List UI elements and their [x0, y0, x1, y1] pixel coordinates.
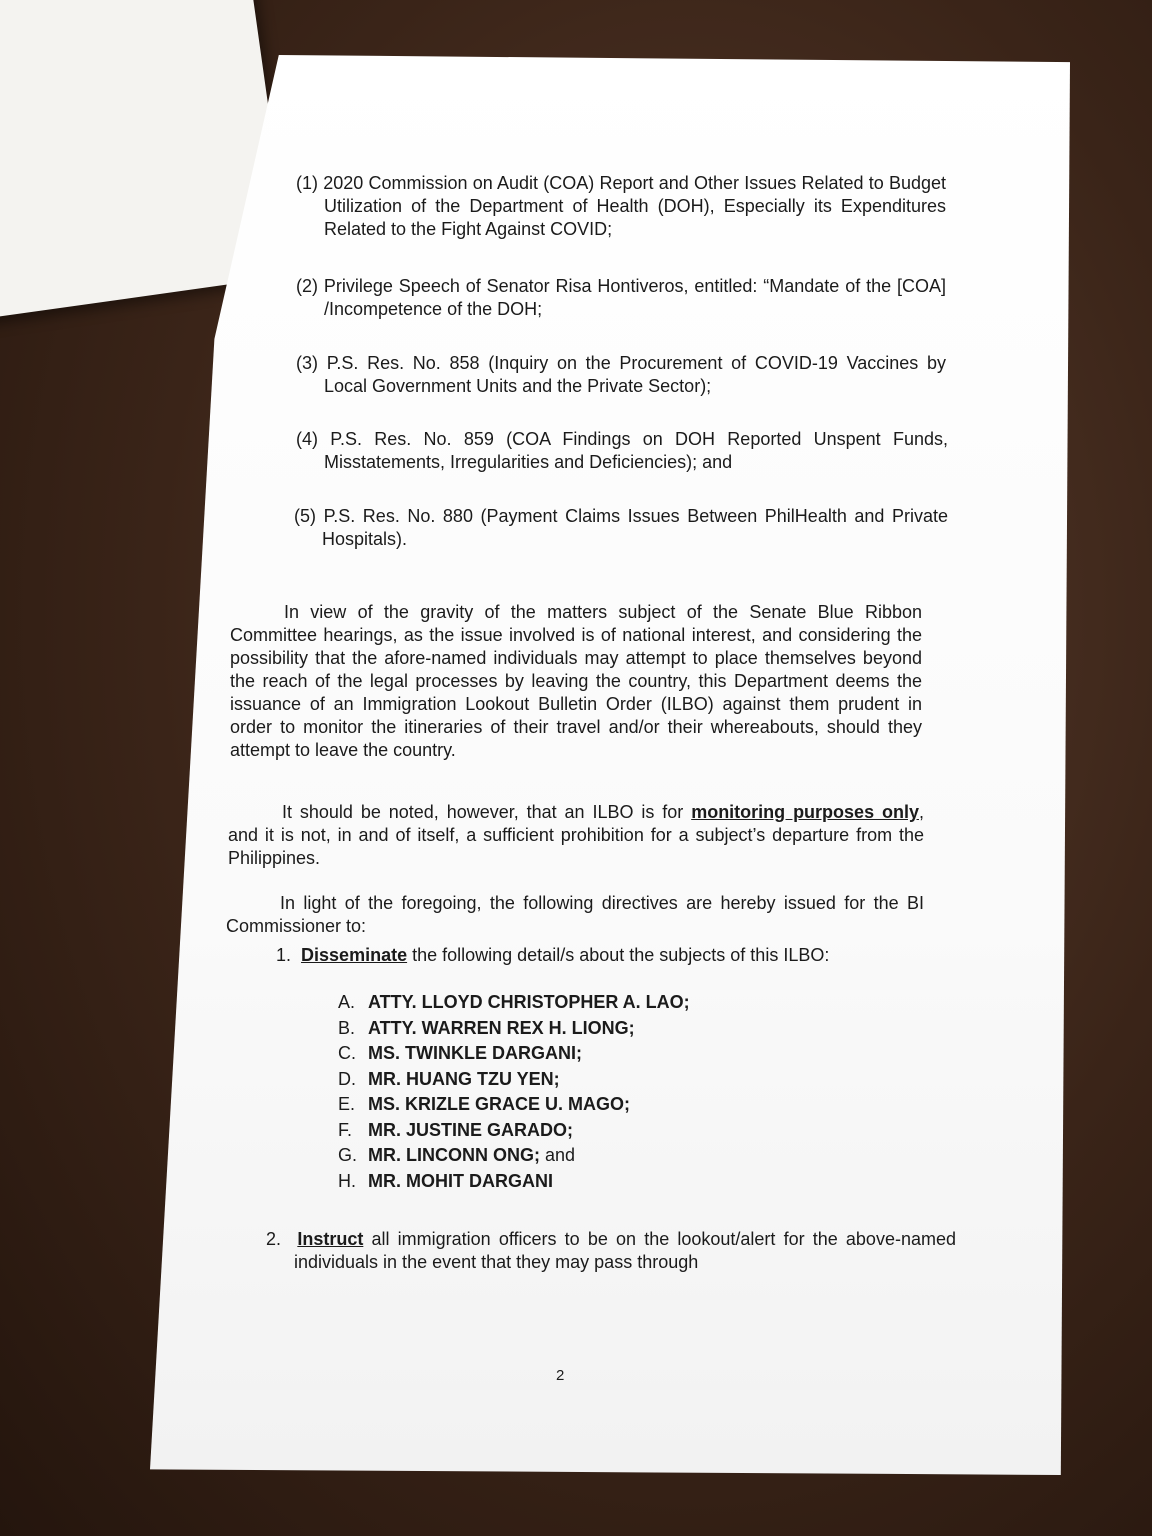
paragraph-monitoring-note: [228, 801, 924, 870]
subject-letter: B.: [338, 1017, 356, 1038]
subject-item: [338, 1067, 690, 1093]
subject-tail: and: [539, 1145, 576, 1165]
subject-letter: H.: [338, 1170, 356, 1191]
subject-name: MR. MOHIT DARGANI: [368, 1170, 553, 1191]
page-number: 2: [556, 1367, 565, 1384]
directive-verb: Disseminate: [301, 945, 408, 965]
subject-name: MR. JUSTINE GARADO;: [368, 1119, 574, 1140]
item-text: 2020 Commission on Audit (COA) Report and Other Issues Related to Budget Utilization of the Department of Health (DOH), Especially its Expenditures Related to the Fight Against COVID;: [323, 173, 946, 239]
list-item: [296, 172, 946, 241]
item-number: (2): [296, 276, 318, 296]
list-item: [296, 352, 946, 398]
subject-letter: G.: [338, 1145, 358, 1165]
item-text: Privilege Speech of Senator Risa Hontiveros, entitled: “Mandate of the [COA] /Incompetence of the DOH;: [323, 276, 946, 319]
subject-item: [338, 1143, 690, 1169]
item-number: (5): [294, 506, 316, 526]
subject-item: [338, 1092, 690, 1118]
monitoring-emphasis: monitoring purposes only: [691, 802, 919, 822]
subjects-list: [338, 990, 690, 1194]
subject-name: MS. KRIZLE GRACE U. MAGO;: [368, 1094, 630, 1114]
subject-item: [338, 1016, 690, 1042]
subject-name: MS. TWINKLE DARGANI;: [368, 1043, 582, 1063]
directive-disseminate: [276, 944, 926, 967]
item-text: P.S. Res. No. 880 (Payment Claims Issues Between PhilHealth and Private Hospitals).: [322, 506, 948, 549]
item-number: (3): [296, 353, 318, 373]
subject-name: ATTY. WARREN REX H. LIONG;: [368, 1017, 635, 1038]
subject-name: MR. LINCONN ONG;: [368, 1145, 540, 1165]
subject-item: [338, 1169, 690, 1195]
item-number: (4): [296, 429, 318, 449]
subject-letter: C.: [338, 1043, 356, 1063]
subject-letter: E.: [338, 1094, 356, 1114]
subject-letter: D.: [338, 1068, 356, 1089]
paragraph-directives-intro: In light of the foregoing, the following directives are hereby issued for the BI Commissioner to:: [226, 893, 924, 936]
list-item: [294, 505, 948, 551]
directive-verb: Instruct: [297, 1229, 364, 1249]
subject-item: [338, 1118, 690, 1144]
directive-text: all immigration officers to be on the lookout/alert for the above-named individuals in the event that they may pass through: [294, 1229, 956, 1272]
item-number: (1): [296, 173, 318, 193]
directive-number: 1.: [276, 945, 292, 965]
subject-name: MR. HUANG TZU YEN;: [368, 1068, 560, 1089]
directive-text: the following detail/s about the subjects of this ILBO:: [407, 945, 830, 965]
subject-item: [338, 1041, 690, 1067]
paragraph-ilbo-reason: In view of the gravity of the matters subject of the Senate Blue Ribbon Committee hearings, as the issue involved is of national interest, and considering the possibility that the afore-named individuals may attempt to place themselves beyond the reach of the legal processes by leaving the country, this Department deems the issuance of an Immigration Lookout Bulletin Order (ILBO) against them prudent in order to monitor the itineraries of their travel and/or their whereabouts, should they attempt to leave the country.: [230, 602, 922, 760]
directive-instruct: [266, 1228, 956, 1274]
directive-number: 2.: [266, 1229, 282, 1249]
item-text: P.S. Res. No. 858 (Inquiry on the Procurement of COVID-19 Vaccines by Local Government Units and the Private Sector);: [324, 353, 946, 396]
item-text: P.S. Res. No. 859 (COA Findings on DOH Reported Unspent Funds, Misstatements, Irregularities and Deficiencies); and: [324, 429, 948, 472]
subject-letter: F.: [338, 1119, 353, 1140]
list-item: [296, 275, 946, 321]
subject-item: [338, 990, 690, 1016]
note-text-before: It should be noted, however, that an ILBO is for: [282, 802, 692, 822]
note-text-after: , and it is not, in and of itself, a sufficient prohibition for a subject’s departure from the Philippines.: [228, 802, 924, 868]
subject-letter: A.: [338, 992, 356, 1012]
subject-name: ATTY. LLOYD CHRISTOPHER A. LAO;: [368, 992, 690, 1012]
list-item: [296, 428, 948, 474]
